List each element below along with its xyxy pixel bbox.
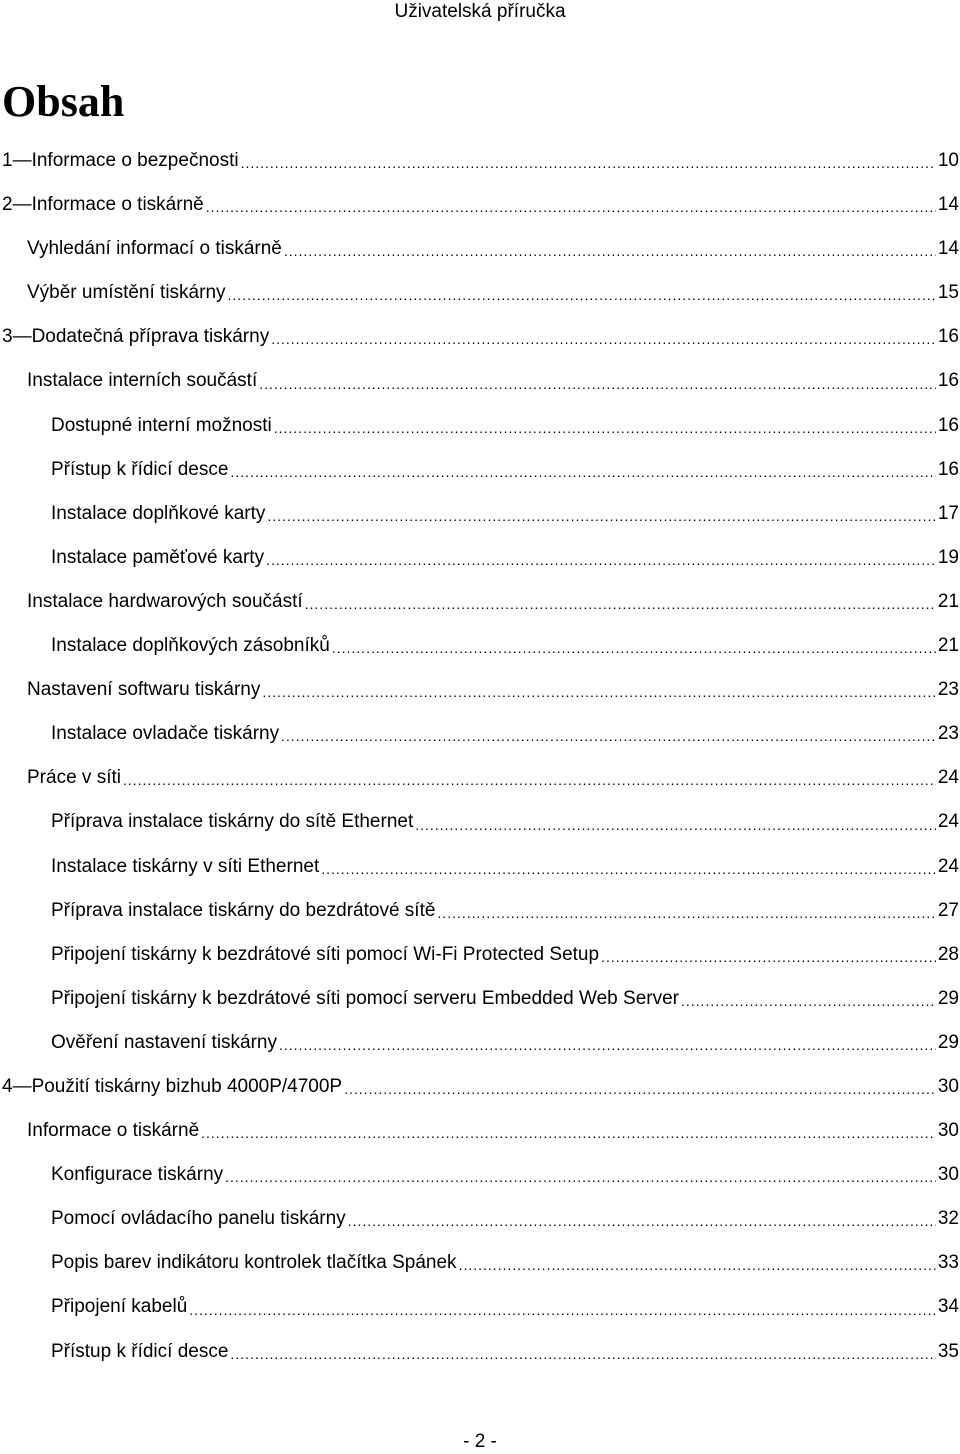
toc-entry[interactable]	[0, 675, 960, 719]
toc-entry-label: Instalace doplňkových zásobníků	[51, 635, 330, 657]
toc-entry-page: 17	[937, 502, 959, 524]
toc-entry[interactable]	[0, 1204, 960, 1248]
toc-entry-page: 21	[937, 635, 959, 657]
toc-dot-leader	[267, 506, 935, 543]
toc-dot-leader	[230, 1344, 935, 1381]
toc-entry[interactable]	[0, 940, 960, 984]
toc-entry-page: 24	[937, 855, 959, 877]
toc-entry-page: 28	[937, 943, 959, 965]
toc-dot-leader	[281, 726, 936, 763]
toc-entry[interactable]	[0, 1337, 960, 1381]
toc-entry-label: Instalace tiskárny v síti Ethernet	[51, 855, 320, 877]
toc-entry[interactable]	[0, 190, 960, 234]
toc-entry-page: 27	[937, 899, 959, 921]
toc-entry-page: 21	[937, 590, 959, 612]
toc-entry-page: 10	[937, 150, 959, 171]
toc-entry-label: Instalace hardwarových součástí	[27, 590, 303, 612]
toc-entry[interactable]	[0, 896, 960, 940]
toc-entry[interactable]	[0, 719, 960, 763]
toc-dot-leader	[601, 947, 936, 984]
toc-entry-page: 15	[937, 282, 959, 304]
page-title: Obsah	[2, 77, 125, 126]
toc-dot-leader	[284, 241, 936, 278]
toc-entry-page: 29	[937, 987, 959, 1009]
toc-dot-leader	[332, 638, 936, 675]
toc-dot-leader	[123, 770, 936, 807]
toc-entry[interactable]	[0, 631, 960, 675]
toc-dot-leader	[437, 903, 935, 940]
toc-entry-page: 16	[937, 414, 959, 436]
toc-entry-label: Příprava instalace tiskárny do bezdrátové sítě	[51, 899, 436, 921]
toc-entry-label: Ověření nastavení tiskárny	[51, 1031, 277, 1053]
running-header: Uživatelská příručka	[394, 1, 566, 22]
toc-entry-page: 14	[937, 238, 959, 260]
toc-entry-label: Přístup k řídicí desce	[51, 1340, 229, 1362]
toc-entry-label: Připojení kabelů	[51, 1296, 188, 1318]
toc-entry[interactable]	[0, 1116, 960, 1160]
toc-entry[interactable]	[0, 587, 960, 631]
toc-entry[interactable]	[0, 763, 960, 807]
toc-entry-label: Pomocí ovládacího panelu tiskárny	[51, 1208, 346, 1230]
toc-entry[interactable]	[0, 234, 960, 278]
toc-entry-label: 4—Použití tiskárny bizhub 4000P/4700P	[2, 1075, 343, 1097]
toc-entry-label: Instalace ovladače tiskárny	[51, 723, 280, 745]
toc-entry-label: Instalace doplňkové karty	[51, 502, 266, 524]
toc-entry[interactable]	[0, 1028, 960, 1072]
toc-dot-leader	[228, 285, 936, 322]
toc-entry-page: 32	[937, 1208, 959, 1230]
toc-dot-leader	[271, 329, 936, 366]
toc-entry-page: 35	[937, 1340, 959, 1362]
toc-entry-page: 16	[937, 458, 959, 480]
toc-entry-page: 33	[937, 1252, 959, 1274]
toc-entry-label: Dostupné interní možnosti	[51, 414, 272, 436]
toc-entry[interactable]	[0, 1292, 960, 1336]
toc-dot-leader	[206, 197, 936, 234]
toc-entry-label: 2—Informace o tiskárně	[2, 194, 204, 216]
toc-dot-leader	[274, 418, 936, 455]
toc-dot-leader	[230, 462, 935, 499]
toc-entry-page: 24	[937, 767, 959, 789]
toc-dot-leader	[305, 594, 936, 631]
toc-entry[interactable]	[0, 411, 960, 455]
toc-entry[interactable]	[0, 543, 960, 587]
page-number: - 2 -	[463, 1431, 497, 1452]
toc-entry[interactable]	[0, 807, 960, 851]
toc-dot-leader	[241, 153, 936, 190]
toc-entry-label: Vyhledání informací o tiskárně	[27, 238, 282, 260]
toc-entry[interactable]	[0, 455, 960, 499]
toc-dot-leader	[266, 550, 936, 587]
toc-entry[interactable]	[0, 1160, 960, 1204]
toc-entry[interactable]	[0, 984, 960, 1028]
toc-entry-page: 34	[937, 1296, 959, 1318]
toc-entry-page: 30	[937, 1075, 959, 1097]
toc-dot-leader	[259, 374, 936, 411]
toc-dot-leader	[262, 682, 935, 719]
toc-dot-leader	[189, 1300, 936, 1337]
toc-dot-leader	[344, 1079, 936, 1116]
toc-entry-page: 16	[937, 370, 959, 392]
toc-entry-page: 23	[937, 679, 959, 701]
toc-entry-label: Připojení tiskárny k bezdrátové síti pomocí Wi-Fi Protected Setup	[51, 943, 600, 965]
toc-entry-label: Přístup k řídicí desce	[51, 458, 229, 480]
toc-entry[interactable]	[0, 499, 960, 543]
toc-entry-label: Práce v síti	[27, 767, 121, 789]
toc-entry[interactable]	[0, 1248, 960, 1292]
toc-entry-label: Příprava instalace tiskárny do sítě Ethernet	[51, 811, 414, 833]
toc-entry-label: Nastavení softwaru tiskárny	[27, 679, 261, 701]
toc-entry-label: Připojení tiskárny k bezdrátové síti pomocí serveru Embedded Web Server	[51, 987, 679, 1009]
toc-entry-label: Konfigurace tiskárny	[51, 1164, 224, 1186]
toc-entry-label: 3—Dodatečná příprava tiskárny	[2, 326, 270, 348]
toc-entry-page: 24	[937, 811, 959, 833]
toc-entry-label: 1—Informace o bezpečnosti	[2, 150, 239, 171]
toc-dot-leader	[225, 1167, 936, 1204]
toc-entry[interactable]	[0, 1072, 960, 1116]
toc-dot-leader	[348, 1211, 936, 1248]
toc-entry-label: Informace o tiskárně	[27, 1120, 200, 1142]
toc-entry[interactable]	[0, 366, 960, 410]
toc-entry-page: 23	[937, 723, 959, 745]
toc-entry-page: 16	[937, 326, 959, 348]
toc-dot-leader	[201, 1123, 936, 1160]
toc-entry[interactable]	[0, 278, 960, 322]
toc-entry-page: 19	[937, 546, 959, 568]
toc-dot-leader	[415, 815, 936, 852]
toc-entry-page: 30	[937, 1120, 959, 1142]
toc-entry-label: Popis barev indikátoru kontrolek tlačítka Spánek	[51, 1252, 457, 1274]
toc-entry-page: 30	[937, 1164, 959, 1186]
toc-dot-leader	[681, 991, 936, 1028]
toc-entry[interactable]	[0, 322, 960, 366]
toc-dot-leader	[459, 1255, 936, 1292]
toc-entry-label: Instalace paměťové karty	[51, 546, 265, 568]
table-of-contents	[0, 146, 960, 1381]
toc-dot-leader	[279, 1035, 936, 1072]
toc-entry[interactable]	[0, 146, 960, 190]
toc-entry[interactable]	[0, 852, 960, 896]
toc-entry-label: Výběr umístění tiskárny	[27, 282, 226, 304]
toc-entry-label: Instalace interních součástí	[27, 370, 258, 392]
toc-entry-page: 29	[937, 1031, 959, 1053]
toc-entry-page: 14	[937, 194, 959, 216]
toc-dot-leader	[321, 859, 936, 896]
